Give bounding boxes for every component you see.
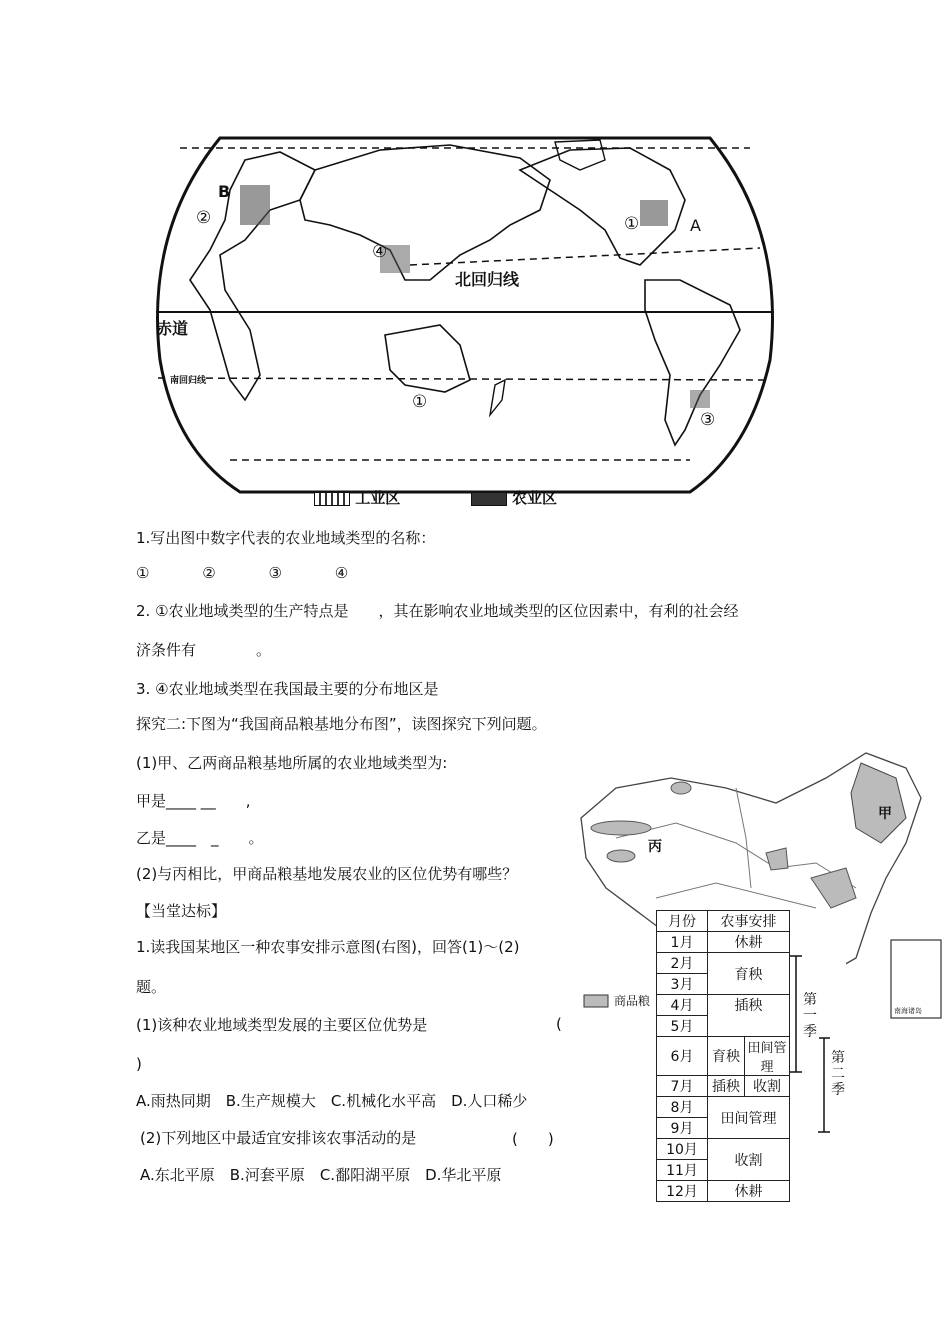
label-bing: 丙 — [648, 839, 662, 855]
test-1-q1-paren-close: ) — [136, 1055, 142, 1073]
explore-2-q1: (1)甲、乙两商品粮基地所属的农业地域类型为: — [136, 754, 448, 772]
month-cell: 1月 — [657, 932, 708, 953]
task-cell: 育秧 — [708, 1037, 745, 1076]
q1-item-1: ① — [136, 564, 150, 582]
task-cell: 收割 — [708, 1139, 790, 1181]
q1-item-2: ② — [202, 564, 216, 582]
table-header-task: 农事安排 — [708, 911, 790, 932]
test-1-q1: (1)该种农业地域类型发展的主要区位优势是 — [136, 1016, 428, 1034]
month-cell: 4月 — [657, 995, 708, 1016]
question-1: 1.写出图中数字代表的农业地域类型的名称： — [136, 529, 436, 547]
question-2-line-1: 2. ①农业地域类型的生产特点是 ，其在影响农业地域类型的区位因素中，有利的社会经 — [136, 602, 739, 620]
month-cell: 6月 — [657, 1037, 708, 1076]
industrial-zone-swatch — [314, 492, 350, 506]
equator-label: 赤道 — [156, 319, 189, 338]
task-cell: 休耕 — [708, 1181, 790, 1202]
industrial-zone-label: 工业区 — [355, 489, 401, 507]
marker-1-australia: ① — [412, 392, 428, 412]
month-cell: 10月 — [657, 1139, 708, 1160]
month-cell: 12月 — [657, 1181, 708, 1202]
marker-3: ③ — [700, 410, 716, 430]
test-1-q2: (2)下列地区中最适宜安排该农事活动的是 — [140, 1129, 417, 1147]
table-header-month: 月份 — [657, 911, 708, 932]
test-1-q1-paren-open: ( — [556, 1015, 562, 1033]
test-1-q2-paren: ( ) — [512, 1130, 554, 1148]
q1-item-4: ④ — [334, 564, 349, 582]
china-map-legend-label: 商品粮 — [614, 994, 651, 1008]
season-brackets — [790, 954, 846, 1144]
question-2-line-2: 济条件有 。 — [136, 641, 272, 659]
explore-2-heading: 探究二:下图为“我国商品粮基地分布图”，读图探究下列问题。 — [136, 715, 547, 733]
test-1-line-1: 1.读我国某地区一种农事安排示意图(右图)，回答(1)～(2) — [136, 938, 520, 956]
task-cell: 插秧 — [708, 995, 790, 1037]
task-cell: 休耕 — [708, 932, 790, 953]
marker-b: B — [218, 182, 231, 201]
south-china-sea-inset-label: 南海诸岛 — [894, 1007, 922, 1015]
month-cell: 9月 — [657, 1118, 708, 1139]
farm-schedule — [656, 910, 846, 1200]
section-heading: 【当堂达标】 — [136, 902, 227, 920]
month-cell: 5月 — [657, 1016, 708, 1037]
month-cell: 11月 — [657, 1160, 708, 1181]
marker-4: ④ — [372, 242, 388, 262]
marker-2: ② — [196, 208, 212, 228]
q1-item-3: ③ — [268, 564, 282, 582]
farm-schedule-table — [656, 910, 790, 1202]
tropic-of-cancer-label: 北回归线 — [455, 270, 520, 289]
world-map — [150, 130, 780, 510]
agricultural-zone-label: 农业区 — [511, 489, 557, 507]
task-cell: 收割 — [745, 1076, 790, 1097]
test-1-line-2: 题。 — [136, 978, 167, 996]
season-2-label: 第二季 — [831, 1050, 845, 1098]
agricultural-zone-swatch — [471, 492, 507, 506]
month-cell: 8月 — [657, 1097, 708, 1118]
month-cell: 2月 — [657, 953, 708, 974]
month-cell: 7月 — [657, 1076, 708, 1097]
task-cell: 田间管理 — [745, 1037, 790, 1076]
explore-2-yi: 乙是____ _ 。 — [136, 829, 264, 847]
world-map-legend — [314, 487, 557, 508]
label-jia: 甲 — [878, 806, 892, 822]
explore-2-q2: (2)与丙相比，甲商品粮基地发展农业的区位优势有哪些？ — [136, 865, 518, 883]
test-1-q1-options: A.雨热同期 B.生产规模大 C.机械化水平高 D.人口稀少 — [136, 1092, 528, 1110]
question-1-items — [136, 563, 348, 583]
tropic-of-capricorn-label: 南回归线 — [170, 373, 206, 386]
task-cell: 插秧 — [708, 1076, 745, 1097]
task-cell: 田间管理 — [708, 1097, 790, 1139]
question-3: 3. ④农业地域类型在我国最主要的分布地区是 — [136, 680, 439, 698]
task-cell: 育秧 — [708, 953, 790, 995]
season-1-label: 第一季 — [803, 992, 817, 1040]
marker-a: A — [690, 216, 701, 235]
explore-2-jia: 甲是____ __ , — [136, 792, 251, 810]
marker-1-america: ① — [624, 214, 640, 234]
world-map-graphic — [150, 130, 780, 510]
month-cell: 3月 — [657, 974, 708, 995]
test-1-q2-options: A.东北平原 B.河套平原 C.鄱阳湖平原 D.华北平原 — [140, 1166, 502, 1184]
